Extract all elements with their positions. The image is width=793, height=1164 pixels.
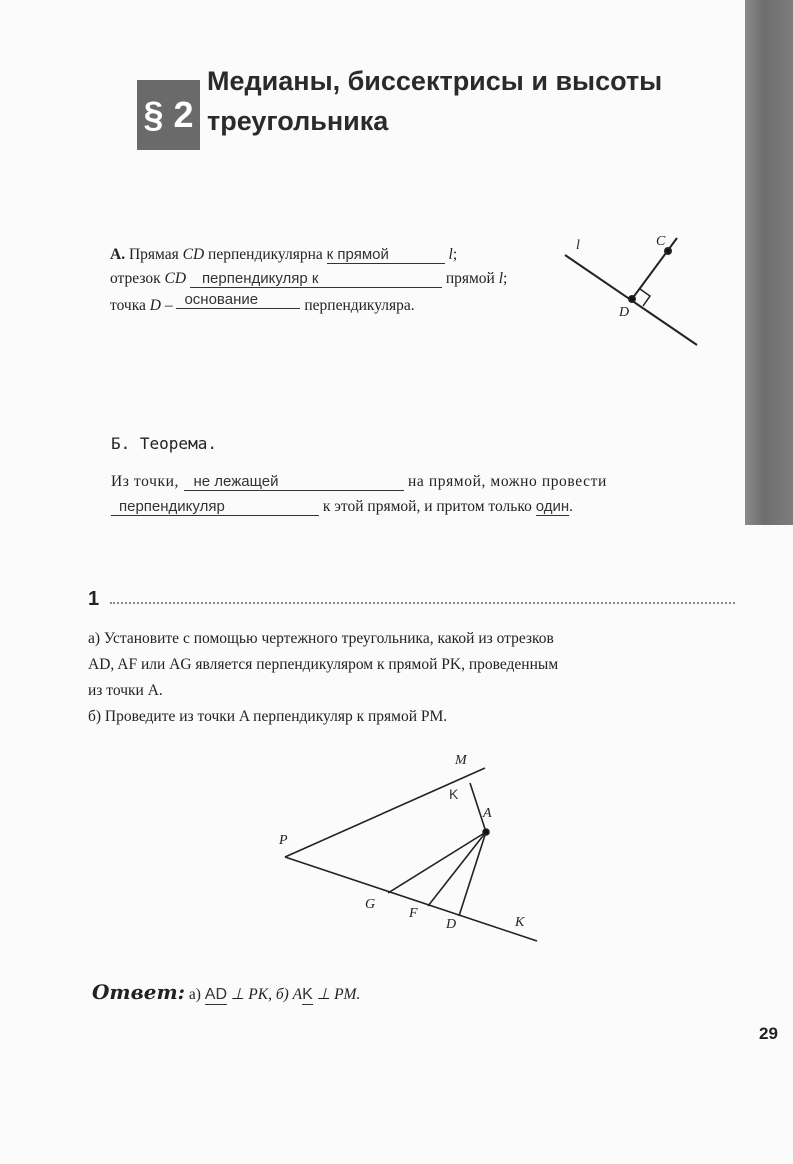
segment-cd — [632, 238, 677, 299]
page-number: 29 — [759, 1024, 778, 1043]
theorem-line2 — [111, 498, 573, 516]
var: l — [498, 270, 504, 287]
label-m: M — [455, 753, 467, 768]
task-a-line2: AD, AF или AG является перпендикуляром к прямой PK, проведенным — [88, 656, 559, 673]
text: точка — [110, 297, 146, 314]
label-g: G — [365, 897, 376, 912]
line-pm — [285, 768, 485, 857]
fill-blank[interactable]: AD — [204, 986, 228, 1003]
section-badge: § 2 — [137, 80, 200, 150]
text: Прямая — [128, 246, 179, 263]
label-d2: D — [446, 917, 457, 932]
segment-ag — [388, 832, 486, 893]
var: CD — [164, 270, 187, 287]
text: отрезок — [110, 270, 161, 287]
fill-blank[interactable]: перпендикуляр к — [190, 270, 442, 288]
point-d — [629, 296, 635, 302]
task-a-line1: а) Установите с помощью чертежного треугольника, какой из отрезков — [88, 630, 554, 647]
dotted-divider — [110, 602, 735, 604]
label-p: P — [279, 833, 288, 848]
section-a-line1: А. Прямая CD перпендикулярна к прямой l; — [110, 246, 458, 263]
text: прямой — [445, 270, 495, 287]
line-pk — [285, 857, 537, 941]
var: D — [149, 297, 161, 314]
text: . — [569, 498, 574, 515]
fill-blank[interactable]: один — [535, 498, 570, 515]
page-title-line2: треугольника — [207, 106, 389, 136]
label-d: D — [619, 305, 630, 320]
task-b-line: б) Проведите из точки A перпендикуляр к прямой PM. — [88, 708, 448, 725]
text: к этой прямой, и притом только — [322, 498, 532, 515]
theorem-line1 — [111, 473, 607, 491]
fill-blank[interactable]: не лежащей — [184, 473, 404, 491]
label-l: l — [576, 238, 580, 253]
label-c: C — [656, 234, 666, 249]
fill-blank[interactable]: основание — [176, 291, 300, 309]
theorem-heading: Б. Теорема. — [111, 434, 217, 453]
page-title-line1: Медианы, биссектрисы и высоты — [207, 66, 663, 96]
label-f: F — [409, 906, 418, 921]
var: l — [448, 246, 453, 263]
text: ⊥ PK, б) A — [230, 986, 303, 1003]
text: на прямой, можно провести — [407, 473, 607, 490]
segment-ad — [459, 832, 486, 916]
point-c — [665, 248, 671, 254]
fill-blank[interactable]: к прямой — [327, 246, 445, 264]
text: ⊥ PM. — [316, 986, 361, 1003]
point-a — [483, 829, 489, 835]
text: а) — [188, 986, 201, 1003]
label-a: A — [483, 806, 492, 821]
segment-af — [428, 832, 486, 906]
section-a-line2: отрезок CD перпендикуляр к прямой l; — [110, 270, 508, 287]
perpendicular-diagram — [565, 238, 697, 345]
text: перпендикуляра. — [304, 297, 415, 314]
section-a-label: А. — [110, 246, 126, 263]
answer-line — [92, 980, 360, 1005]
text: – — [164, 297, 173, 314]
fill-blank[interactable]: перпендикуляр — [111, 498, 319, 516]
right-angle-mark — [640, 289, 650, 306]
task-number: 1 — [88, 588, 100, 610]
label-k: K — [515, 915, 525, 930]
fill-blank[interactable]: K — [302, 986, 313, 1003]
label-k-handwritten: K — [449, 786, 459, 802]
text: Из точки, — [111, 473, 180, 490]
answer-label: Ответ: — [92, 980, 185, 1004]
text: перпендикулярна — [208, 246, 323, 263]
var: CD — [182, 246, 205, 263]
task-a-line3: из точки A. — [88, 682, 163, 699]
